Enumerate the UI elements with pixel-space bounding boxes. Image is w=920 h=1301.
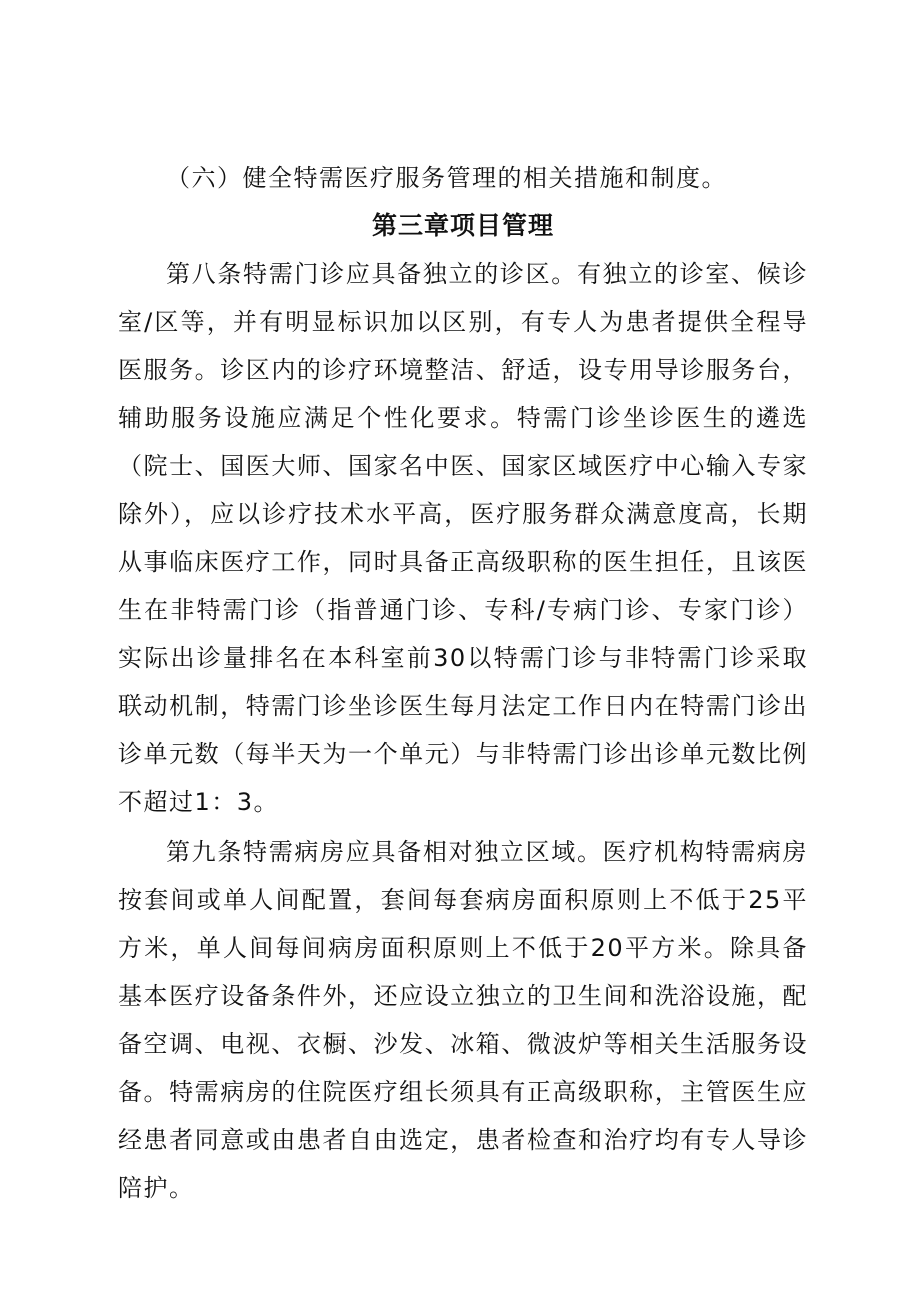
article-eight-paragraph: 第八条特需门诊应具备独立的诊区。有独立的诊室、候诊室/区等，并有明显标识加以区别，有专人为患者提供全程导医服务。诊区内的诊疗环境整洁、舒适，设专用导诊服务台，辅助服务设施应满足个性化要求。特需门诊坐诊医生的遴选（院士、国医大师、国家名中医、国家区域医疗中心输入专家除外），应以诊疗技术水平高，医疗服务群众满意度高，长期从事临床医疗工作，同时具备正高级职称的医生担任，且该医生在非特需门诊（指普通门诊、专科/专病门诊、专家门诊）实际出诊量排名在本科室前30以特需门诊与非特需门诊采取联动机制，特需门诊坐诊医生每月法定工作日内在特需门诊出诊单元数（每半天为一个单元）与非特需门诊出诊单元数比例不超过1：3。 (118, 260, 808, 816)
article-nine-paragraph: 第九条特需病房应具备相对独立区域。医疗机构特需病房按套间或单人间配置，套间每套病房面积原则上不低于25平方米，单人间每间病房面积原则上不低于20平方米。除具备基本医疗设备条件外，还应设立独立的卫生间和洗浴设施，配备空调、电视、衣橱、沙发、冰箱、微波炉等相关生活服务设备。特需病房的住院医疗组长须具有正高级职称，主管医生应经患者同意或由患者自由选定，患者检查和治疗均有专人导诊陪护。 (118, 838, 808, 1202)
chapter-title: 第三章项目管理 (371, 211, 554, 240)
document-body (118, 154, 808, 1212)
list-item-six: （六）健全特需医疗服务管理的相关措施和制度。 (166, 164, 727, 192)
